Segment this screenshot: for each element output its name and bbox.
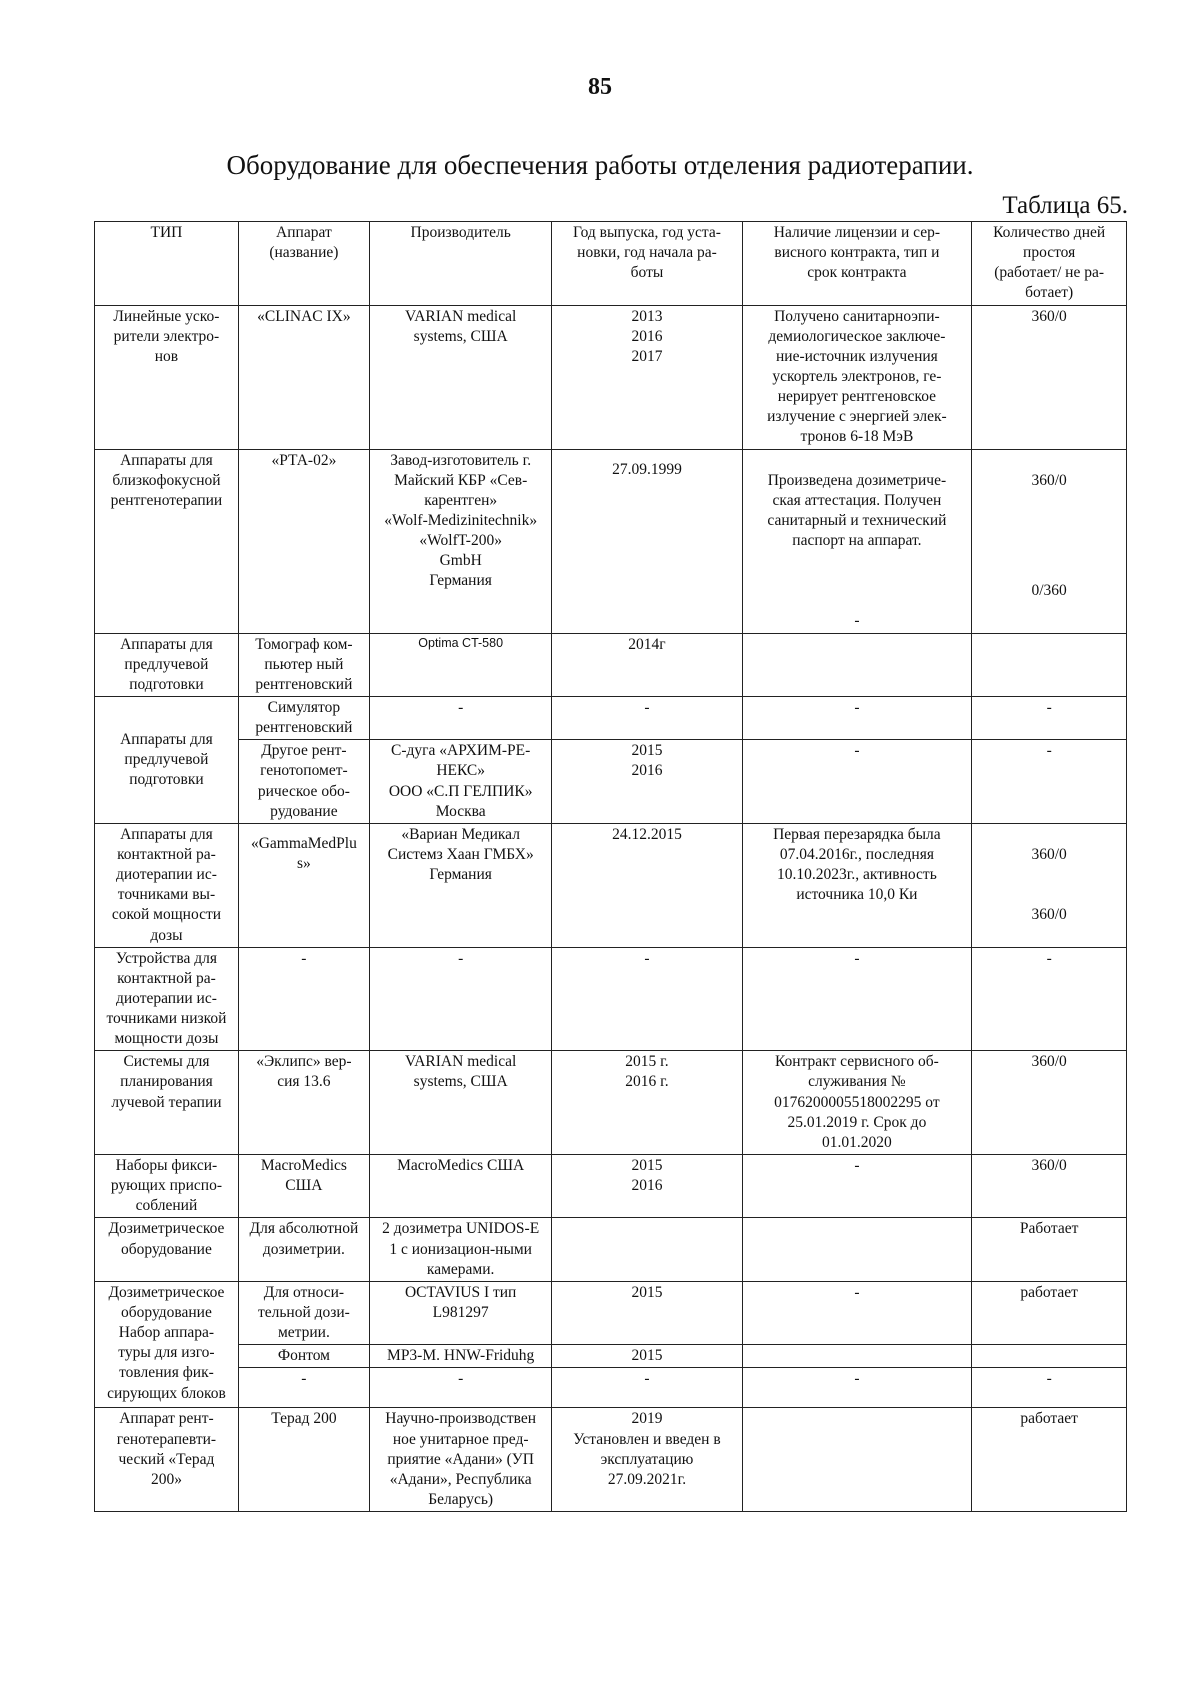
table-header-row: [95, 222, 1127, 306]
header-license: Наличие лицензии и сер- висного контракта, тип и срок контракта: [742, 222, 972, 306]
document-title: Оборудование для обеспечения работы отделения радиотерапии.: [226, 150, 974, 180]
header-manufacturer: Производитель: [369, 222, 552, 306]
cell-device: «Эклипс» вер- сия 13.6: [238, 1051, 369, 1155]
cell-downtime-value: 360/0: [1031, 845, 1067, 863]
cell-downtime-value: 360/0: [1031, 906, 1067, 924]
cell-manufacturer: Научно-производствен ное унитарное пред- приятие «Адани» (УП «Адани», Республика Беларусь): [369, 1408, 552, 1512]
cell-manufacturer: MacroMedics США: [369, 1155, 552, 1218]
cell-manufacturer: С-дуга «АРХИМ-РЕ- НЕКС» ООО «С.П ГЕЛПИК» Москва: [369, 740, 552, 824]
cell-license: -: [742, 1155, 972, 1218]
cell-year: 2015 г. 2016 г.: [552, 1051, 742, 1155]
cell-license: -: [742, 696, 972, 739]
table-row: [95, 1368, 1127, 1408]
cell-license: [742, 1408, 972, 1512]
cell-license: [742, 1218, 972, 1281]
table-row: [95, 947, 1127, 1051]
cell-manufacturer: -: [369, 696, 552, 739]
cell-year: 2013 2016 2017: [552, 305, 742, 449]
cell-manufacturer: -: [369, 1368, 552, 1408]
cell-license: Контракт сервисного об- служивания № 0176200005518002295 от 25.01.2019 г. Срок до 01.01.2020: [742, 1051, 972, 1155]
cell-type: Аппараты для предлучевой подготовки: [95, 633, 239, 696]
cell-device: «РТА-02»: [238, 449, 369, 633]
cell-downtime: [972, 823, 1127, 947]
cell-type: Системы для планирования лучевой терапии: [95, 1051, 239, 1155]
header-downtime: Количество дней простоя (работает/ не ра- ботает): [972, 222, 1127, 306]
cell-type: Линейные уско- рители электро- нов: [95, 305, 239, 449]
table-row: [95, 1155, 1127, 1218]
cell-year: 2019 Установлен и введен в эксплуатацию 27.09.2021г.: [552, 1408, 742, 1512]
cell-manufacturer: Завод-изготовитель г. Майский КБР «Сев- карентген» «Wolf-Medizinitechnik» «WolfT-200» GmbH Германия: [369, 449, 552, 633]
cell-year: 2015 2016: [552, 740, 742, 824]
cell-year: 2014г: [552, 633, 742, 696]
cell-license: [742, 633, 972, 696]
cell-downtime: 360/0: [972, 305, 1127, 449]
cell-device: Терад 200: [238, 1408, 369, 1512]
cell-downtime: -: [972, 696, 1127, 739]
header-device: Аппарат (название): [238, 222, 369, 306]
cell-year: 2015 2016: [552, 1155, 742, 1218]
header-type: ТИП: [95, 222, 239, 306]
cell-type: Устройства для контактной ра- диотерапии ис- точниками низкой мощности дозы: [95, 947, 239, 1051]
cell-downtime: [972, 449, 1127, 633]
cell-device: Фонтом: [238, 1345, 369, 1368]
table-row: [95, 1408, 1127, 1512]
cell-device: Для абсолютной дозиметрии.: [238, 1218, 369, 1281]
cell-downtime: 360/0: [972, 1051, 1127, 1155]
cell-device: «CLINAC IX»: [238, 305, 369, 449]
cell-year: [552, 1218, 742, 1281]
equipment-table: [94, 221, 1127, 1512]
cell-type: Аппараты для предлучевой подготовки: [95, 696, 239, 823]
cell-manufacturer: «Вариан Медикал Системз Хаан ГМБХ» Германия: [369, 823, 552, 947]
cell-license: -: [742, 947, 972, 1051]
cell-downtime: работает: [972, 1408, 1127, 1512]
cell-year: 27.09.1999: [552, 449, 742, 633]
cell-downtime-value: 360/0: [1031, 471, 1067, 489]
cell-year: 2015: [552, 1281, 742, 1344]
cell-type: Наборы фикси- рующих приспо- соблений: [95, 1155, 239, 1218]
cell-license: -: [742, 1368, 972, 1408]
cell-type: Аппарат рент- генотерапевти- ческий «Терад 200»: [95, 1408, 239, 1512]
cell-manufacturer: MP3-M. HNW-Friduhg: [369, 1345, 552, 1368]
cell-manufacturer: OCTAVIUS I тип L981297: [369, 1281, 552, 1344]
page-number: 85: [588, 74, 612, 100]
cell-type: Дозиметрическое оборудование: [95, 1218, 239, 1281]
table-label: Таблица 65.: [1002, 192, 1128, 219]
cell-year: -: [552, 947, 742, 1051]
cell-license: Первая перезарядка была 07.04.2016г., последняя 10.10.2023г., активность источника 10,0 Ки: [742, 823, 972, 947]
cell-license: [742, 449, 972, 633]
cell-device: MacroMedics США: [238, 1155, 369, 1218]
cell-manufacturer: VARIAN medical systems, США: [369, 305, 552, 449]
cell-year: 24.12.2015: [552, 823, 742, 947]
cell-downtime: -: [972, 1368, 1127, 1408]
cell-downtime: работает: [972, 1281, 1127, 1344]
cell-type: Аппараты для близкофокусной рентгенотерапии: [95, 449, 239, 633]
cell-device: Симулятор рентгеновский: [238, 696, 369, 739]
cell-license: [742, 1345, 972, 1368]
cell-year: -: [552, 696, 742, 739]
cell-downtime: [972, 1345, 1127, 1368]
cell-downtime: Работает: [972, 1218, 1127, 1281]
cell-license: -: [742, 740, 972, 824]
cell-manufacturer: Optima CT-580: [369, 633, 552, 696]
table-row: [95, 1218, 1127, 1281]
table-row: [95, 449, 1127, 633]
cell-device: Для относи- тельной дози- метрии.: [238, 1281, 369, 1344]
table-row: [95, 633, 1127, 696]
cell-device: Томограф ком- пьютер ный рентгеновский: [238, 633, 369, 696]
table-row: [95, 1281, 1127, 1344]
cell-device: Другое рент- генотопомет- рическое обо- рудование: [238, 740, 369, 824]
cell-license: Получено санитарноэпи- демиологическое заключе- ние-источник излучения ускортель электронов, ге- нерирует рентгеновское излучение с энергией элек- тронов 6-18 МэВ: [742, 305, 972, 449]
cell-type: Аппараты для контактной ра- диотерапии ис- точниками вы- сокой мощности дозы: [95, 823, 239, 947]
table-row: [95, 1345, 1127, 1368]
table-row: [95, 696, 1127, 739]
cell-license-dash: -: [854, 612, 860, 630]
cell-manufacturer: VARIAN medical systems, США: [369, 1051, 552, 1155]
cell-year: 2015: [552, 1345, 742, 1368]
table-row: [95, 305, 1127, 449]
cell-device: «GammaMedPlu s»: [238, 823, 369, 947]
header-year: Год выпуска, год уста- новки, год начала ра- боты: [552, 222, 742, 306]
cell-downtime: -: [972, 740, 1127, 824]
table-row: [95, 740, 1127, 824]
cell-downtime-value: 0/360: [1031, 581, 1067, 599]
cell-manufacturer: 2 дозиметра UNIDOS-E 1 с ионизацион-ными камерами.: [369, 1218, 552, 1281]
cell-downtime: -: [972, 947, 1127, 1051]
cell-downtime: [972, 633, 1127, 696]
table-row: [95, 1051, 1127, 1155]
cell-manufacturer: -: [369, 947, 552, 1051]
cell-license: -: [742, 1281, 972, 1344]
cell-license-text: Произведена дозиметриче- ская аттестация. Получен санитарный и технический паспорт на аппарат.: [767, 471, 947, 550]
cell-device: -: [238, 947, 369, 1051]
table-row: [95, 823, 1127, 947]
cell-year: -: [552, 1368, 742, 1408]
cell-device: -: [238, 1368, 369, 1408]
cell-type: Дозиметрическое оборудование Набор аппара- туры для изго- товления фик- сирующих блоков: [95, 1281, 239, 1408]
cell-downtime: 360/0: [972, 1155, 1127, 1218]
